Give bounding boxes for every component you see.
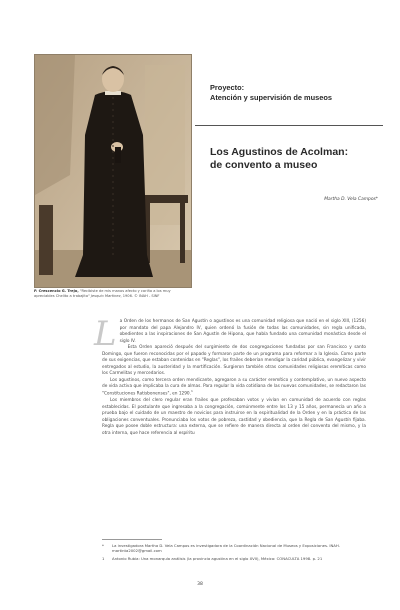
article-title	[210, 146, 380, 171]
header-divider	[195, 125, 383, 126]
project-name: Atención y supervisión de museos	[210, 92, 332, 102]
article-body	[94, 314, 366, 437]
caption-bold: P. Crescencio G. Trejo,	[34, 289, 79, 293]
title-line-1: Los Agustinos de Acolman:	[210, 146, 349, 158]
priest-photo-image	[35, 55, 191, 287]
photo-caption	[34, 289, 194, 299]
drop-cap: L	[94, 314, 117, 354]
footnote-mark: *	[102, 543, 104, 548]
caption-italic: Jesquio Martinez	[89, 294, 121, 298]
footnote-mark: 1	[102, 555, 105, 561]
caption-normal: "Recibiste de mis manos afecto y cariño a los muy	[78, 289, 171, 293]
caption-tail: , 1906. © INAH - SINF	[120, 294, 160, 298]
project-label: Proyecto:	[210, 83, 245, 92]
footnote	[102, 556, 366, 561]
paragraph-3-text: Los agustinos, como tercera orden mendicante, agregaron a su carácter eremítico y contemplativo, un nuevo aspecto de vida activa que implicaba la cura de almas. Para regular la vida cotidiana de las nuevas comunidades, se redactaron las "Constituciones Ratisbonenses", en 1290.	[102, 377, 366, 397]
paragraph-4: Los miembros del clero regular eran frailes que profesaban votos y vivían en comunidad de acuerdo con reglas establecidas. El postulante que ingresaba a la congregación, comúnmente entre los 13 y 15 años, permanecía un año a prueba bajo el cuidado de un maestro de novicios para instruirse en la espiritualidad de la Orden y en la práctica de las obligaciones conventuales. Pronunciaba los votos de pobreza, castidad y obediencia, que la Regla de San Agustín fijaba. Regla que posee doble estructura: una externa, que se refiere de manera directa al orden del convento del mismo, y la otra interna, que hace referencia al espíritu	[102, 397, 366, 436]
title-line-2: de convento a museo	[210, 158, 318, 171]
paragraph-3	[102, 378, 366, 398]
page-number: 38	[197, 582, 203, 587]
paragraph-1-text: a Orden de los hermanos de San Agustín o agustinos es una comunidad religiosa que nació en el siglo XIII, (1256) por mandato del papa Alejandro IV, quien ordenó la fusión de todas las comunidades, sin regla unificada, obedientes a las inspiraciones de San Agustín de Hipona, que había fundado una comunidad monástica desde el siglo IV.	[119, 319, 366, 344]
footnote-text: Antonio Rubia: Una monarquía análisis (la provincia agustina en el siglo XVII), México: CONACULTA 1998. p. 21	[112, 555, 323, 561]
footnote-text: La investigadora Martha D. Vela Campos es investigadora de la Coordinación Nacional de Museos y Exposiciones. INAH. martinta2002@gmail.com	[112, 543, 340, 554]
footnote-ref-1[interactable]: 1	[190, 389, 193, 394]
footnotes	[102, 543, 366, 563]
priest-photograph	[34, 54, 192, 288]
caption-line2: apreciables Chelito a trabajito"	[34, 294, 90, 298]
paragraph-1	[94, 314, 366, 354]
footnote-divider	[102, 539, 162, 540]
footnote	[102, 543, 366, 554]
article-author: Martha D. Vela Campos*	[324, 197, 378, 202]
project-heading	[210, 83, 380, 102]
paragraph-2: Esta Orden apareció después del surgimiento de dos congregaciones fundadas por san Francisco y santo Domingo, que fueron reconocidas por el papado y formaron parte de un programa para reformar a la Iglesia. Como parte de sus exigencias, que estaban contenidas en "Reglas", los frailes deberían mendigar la caridad pública, evangelizar y vivir entregados al estudio, la austeridad y la mortificación. Surgieron también otras comunidades religiosas eremíticas como los Carmelitas y mercedarios.	[102, 345, 366, 377]
